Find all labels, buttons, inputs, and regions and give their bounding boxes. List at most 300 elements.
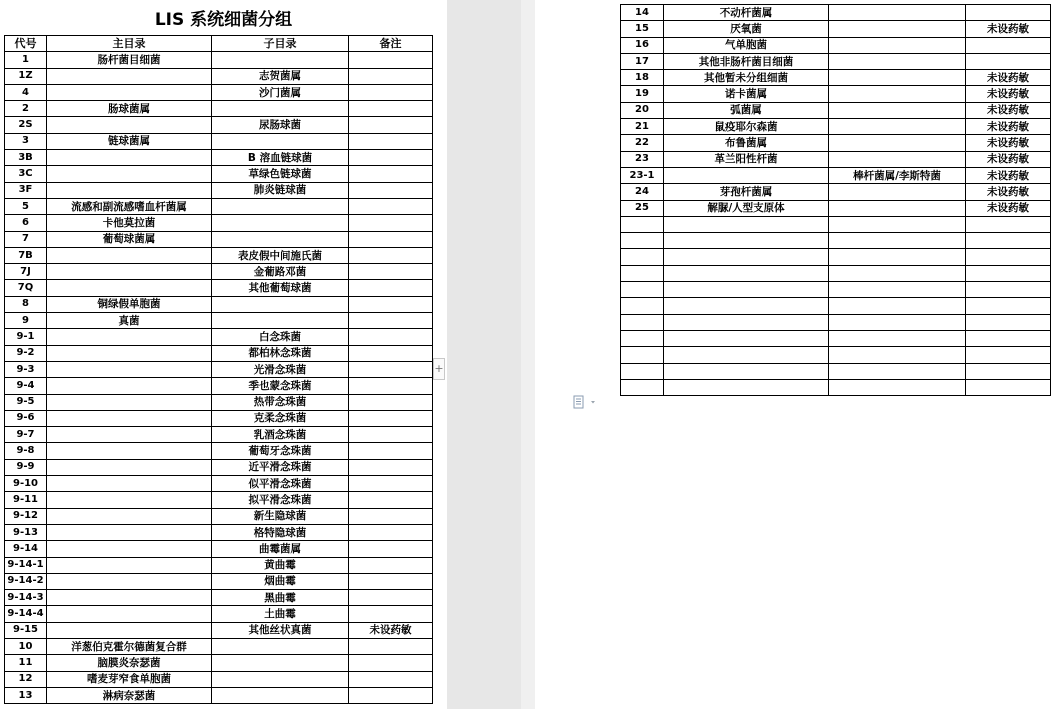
table-row	[5, 671, 433, 687]
cell-code	[621, 363, 664, 379]
cell-code: 1Z	[5, 68, 47, 84]
table-row	[621, 53, 1051, 69]
cell-main-category: 真菌	[47, 313, 212, 329]
cell-code: 13	[5, 687, 47, 703]
cell-remark	[349, 638, 433, 654]
cell-remark	[349, 378, 433, 394]
cell-main-category: 洋葱伯克霍尔德菌复合群	[47, 638, 212, 654]
cell-remark	[349, 508, 433, 524]
cell-code: 9-5	[5, 394, 47, 410]
cell-remark	[966, 298, 1051, 314]
cell-remark	[349, 280, 433, 296]
table-row	[5, 133, 433, 149]
cell-remark	[349, 68, 433, 84]
cell-sub-category	[829, 265, 966, 281]
bacteria-group-table	[4, 35, 433, 704]
cell-sub-category	[829, 379, 966, 395]
cell-main-category: 气单胞菌	[664, 37, 829, 53]
document-page-left	[0, 0, 447, 709]
cell-main-category	[47, 410, 212, 426]
cell-remark	[349, 557, 433, 573]
cell-code: 9-8	[5, 443, 47, 459]
cell-code: 9-2	[5, 345, 47, 361]
cell-main-category	[47, 150, 212, 166]
cell-code: 9-13	[5, 524, 47, 540]
table-row	[5, 101, 433, 117]
cell-code	[621, 282, 664, 298]
table-row	[5, 182, 433, 198]
cell-sub-category: 沙门菌属	[212, 84, 349, 100]
cell-sub-category	[829, 86, 966, 102]
cell-code: 9-14-4	[5, 606, 47, 622]
cell-code: 9-7	[5, 427, 47, 443]
cell-remark	[349, 166, 433, 182]
table-row	[5, 394, 433, 410]
cell-remark	[349, 150, 433, 166]
cell-sub-category	[829, 249, 966, 265]
cell-sub-category: 金葡路邓菌	[212, 264, 349, 280]
cell-main-category	[664, 363, 829, 379]
cell-sub-category	[212, 52, 349, 68]
cell-remark	[349, 492, 433, 508]
cell-sub-category	[212, 101, 349, 117]
cell-remark	[966, 330, 1051, 346]
cell-remark	[349, 655, 433, 671]
table-row	[621, 265, 1051, 281]
cell-sub-category	[829, 298, 966, 314]
cell-code: 7J	[5, 264, 47, 280]
cell-code: 14	[621, 5, 664, 21]
cell-remark	[349, 671, 433, 687]
cell-code	[621, 347, 664, 363]
cell-main-category	[47, 508, 212, 524]
cell-remark	[349, 117, 433, 133]
cell-main-category	[47, 427, 212, 443]
cell-remark	[966, 265, 1051, 281]
cell-main-category	[47, 84, 212, 100]
cell-main-category	[47, 117, 212, 133]
paste-options-icon[interactable]	[573, 395, 597, 409]
header-code: 代号	[5, 36, 47, 52]
cell-remark	[349, 84, 433, 100]
table-row	[5, 557, 433, 573]
table-row	[621, 314, 1051, 330]
table-row	[5, 622, 433, 638]
cell-remark	[349, 247, 433, 263]
cell-remark: 未设药敏	[966, 135, 1051, 151]
cell-remark	[349, 687, 433, 703]
cell-code: 23-1	[621, 167, 664, 183]
cell-main-category: 诺卡菌属	[664, 86, 829, 102]
table-row	[5, 247, 433, 263]
cell-remark	[349, 215, 433, 231]
cell-sub-category: 克柔念珠菌	[212, 410, 349, 426]
cell-main-category	[47, 182, 212, 198]
table-row	[621, 135, 1051, 151]
cell-code	[621, 249, 664, 265]
cell-sub-category	[829, 102, 966, 118]
cell-sub-category	[212, 198, 349, 214]
table-row	[5, 166, 433, 182]
table-row	[5, 410, 433, 426]
cell-sub-category	[829, 151, 966, 167]
cell-main-category	[47, 247, 212, 263]
cell-sub-category: 拟平滑念珠菌	[212, 492, 349, 508]
cell-sub-category: 棒杆菌属/李斯特菌	[829, 167, 966, 183]
cell-code	[621, 265, 664, 281]
table-row	[5, 361, 433, 377]
cell-remark	[349, 476, 433, 492]
cell-code: 9-14-2	[5, 573, 47, 589]
cell-sub-category	[829, 135, 966, 151]
cell-sub-category	[212, 671, 349, 687]
table-row	[621, 330, 1051, 346]
cell-sub-category: 黑曲霉	[212, 590, 349, 606]
table-row	[5, 573, 433, 589]
cell-code: 4	[5, 84, 47, 100]
cell-code: 9-10	[5, 476, 47, 492]
cell-sub-category	[829, 330, 966, 346]
add-row-button[interactable]	[433, 358, 445, 380]
bacteria-group-table-continued	[620, 4, 1051, 396]
cell-sub-category: 热带念珠菌	[212, 394, 349, 410]
cell-remark	[349, 313, 433, 329]
table-row	[5, 476, 433, 492]
table-row	[5, 541, 433, 557]
cell-sub-category	[829, 21, 966, 37]
cell-code	[621, 314, 664, 330]
cell-sub-category	[829, 53, 966, 69]
cell-remark	[349, 361, 433, 377]
cell-main-category: 弧菌属	[664, 102, 829, 118]
cell-main-category	[47, 524, 212, 540]
cell-remark	[349, 524, 433, 540]
cell-main-category: 淋病奈瑟菌	[47, 687, 212, 703]
cell-sub-category	[829, 347, 966, 363]
cell-code: 25	[621, 200, 664, 216]
cell-code: 9	[5, 313, 47, 329]
cell-sub-category: 其他丝状真菌	[212, 622, 349, 638]
cell-main-category	[47, 361, 212, 377]
cell-code: 9-4	[5, 378, 47, 394]
cell-main-category	[47, 394, 212, 410]
cell-sub-category: 似平滑念珠菌	[212, 476, 349, 492]
table-row	[621, 298, 1051, 314]
table-row	[5, 280, 433, 296]
table-row	[5, 638, 433, 654]
cell-sub-category: 曲霉菌属	[212, 541, 349, 557]
table-row	[5, 84, 433, 100]
cell-sub-category	[829, 282, 966, 298]
cell-code: 21	[621, 119, 664, 135]
cell-code: 12	[5, 671, 47, 687]
cell-sub-category	[829, 216, 966, 232]
table-row	[621, 167, 1051, 183]
cell-sub-category: 烟曲霉	[212, 573, 349, 589]
cell-remark	[349, 329, 433, 345]
cell-sub-category	[829, 314, 966, 330]
cell-code: 2	[5, 101, 47, 117]
cell-main-category	[664, 330, 829, 346]
cell-sub-category	[212, 133, 349, 149]
cell-code: 15	[621, 21, 664, 37]
cell-main-category	[47, 622, 212, 638]
cell-code: 8	[5, 296, 47, 312]
cell-sub-category: 近平滑念珠菌	[212, 459, 349, 475]
table-row	[5, 524, 433, 540]
cell-main-category	[664, 379, 829, 395]
cell-sub-category: 其他葡萄球菌	[212, 280, 349, 296]
cell-code: 9-6	[5, 410, 47, 426]
table-row	[5, 231, 433, 247]
cell-code: 1	[5, 52, 47, 68]
table-row	[621, 119, 1051, 135]
cell-remark	[349, 52, 433, 68]
table-row	[621, 379, 1051, 395]
page-shadow	[521, 0, 535, 709]
cell-sub-category: 志贺菌属	[212, 68, 349, 84]
cell-remark	[966, 5, 1051, 21]
cell-code: 9-14	[5, 541, 47, 557]
cell-sub-category	[829, 119, 966, 135]
cell-code: 3B	[5, 150, 47, 166]
table-row	[5, 655, 433, 671]
cell-sub-category: 季也蒙念珠菌	[212, 378, 349, 394]
cell-main-category: 卡他莫拉菌	[47, 215, 212, 231]
cell-main-category	[664, 314, 829, 330]
cell-code: 24	[621, 184, 664, 200]
cell-remark: 未设药敏	[966, 167, 1051, 183]
cell-code: 9-9	[5, 459, 47, 475]
cell-code	[621, 298, 664, 314]
cell-remark	[349, 459, 433, 475]
cell-main-category: 不动杆菌属	[664, 5, 829, 21]
cell-sub-category	[212, 231, 349, 247]
table-row	[5, 313, 433, 329]
cell-remark: 未设药敏	[966, 151, 1051, 167]
cell-code: 9-12	[5, 508, 47, 524]
cell-remark: 未设药敏	[966, 70, 1051, 86]
cell-main-category: 葡萄球菌属	[47, 231, 212, 247]
cell-remark	[966, 347, 1051, 363]
table-row	[621, 151, 1051, 167]
cell-main-category	[664, 233, 829, 249]
table-row	[5, 590, 433, 606]
cell-main-category: 肠杆菌目细菌	[47, 52, 212, 68]
table-row	[5, 427, 433, 443]
cell-remark	[966, 37, 1051, 53]
cell-code	[621, 379, 664, 395]
cell-code	[621, 216, 664, 232]
cell-main-category	[47, 345, 212, 361]
table-header-row	[5, 36, 433, 52]
cell-main-category: 脑膜炎奈瑟菌	[47, 655, 212, 671]
cell-main-category	[47, 264, 212, 280]
cell-code: 11	[5, 655, 47, 671]
cell-sub-category	[212, 655, 349, 671]
cell-code: 3F	[5, 182, 47, 198]
cell-main-category	[47, 459, 212, 475]
cell-remark	[966, 233, 1051, 249]
cell-code: 2S	[5, 117, 47, 133]
table-row	[5, 508, 433, 524]
table-row	[621, 216, 1051, 232]
cell-sub-category: 表皮假中间施氏菌	[212, 247, 349, 263]
cell-remark	[349, 264, 433, 280]
cell-main-category: 链球菌属	[47, 133, 212, 149]
cell-sub-category: 乳酒念珠菌	[212, 427, 349, 443]
table-row	[621, 282, 1051, 298]
cell-main-category: 鼠疫耶尔森菌	[664, 119, 829, 135]
cell-sub-category	[212, 687, 349, 703]
cell-code: 23	[621, 151, 664, 167]
table-row	[5, 345, 433, 361]
cell-code: 9-14-1	[5, 557, 47, 573]
table-row	[621, 347, 1051, 363]
cell-remark	[349, 296, 433, 312]
cell-sub-category	[212, 296, 349, 312]
cell-sub-category: 尿肠球菌	[212, 117, 349, 133]
table-row	[621, 200, 1051, 216]
cell-main-category: 革兰阳性杆菌	[664, 151, 829, 167]
cell-main-category: 厌氧菌	[664, 21, 829, 37]
cell-sub-category: 都柏林念珠菌	[212, 345, 349, 361]
cell-remark	[349, 606, 433, 622]
cell-sub-category: 黄曲霉	[212, 557, 349, 573]
cell-main-category	[664, 298, 829, 314]
cell-main-category	[664, 347, 829, 363]
cell-remark	[349, 394, 433, 410]
cell-main-category	[664, 216, 829, 232]
cell-remark: 未设药敏	[349, 622, 433, 638]
cell-code: 3C	[5, 166, 47, 182]
cell-code: 10	[5, 638, 47, 654]
table-row	[621, 70, 1051, 86]
cell-remark: 未设药敏	[966, 86, 1051, 102]
table-row	[621, 102, 1051, 118]
cell-remark	[966, 379, 1051, 395]
cell-main-category: 嗜麦芽窄食单胞菌	[47, 671, 212, 687]
cell-remark	[966, 216, 1051, 232]
cell-code: 7	[5, 231, 47, 247]
cell-main-category	[47, 573, 212, 589]
cell-sub-category	[212, 313, 349, 329]
cell-remark: 未设药敏	[966, 184, 1051, 200]
cell-main-category	[47, 541, 212, 557]
cell-main-category	[47, 378, 212, 394]
table-row	[5, 52, 433, 68]
table-row	[5, 150, 433, 166]
cell-sub-category: 肺炎链球菌	[212, 182, 349, 198]
cell-remark	[966, 363, 1051, 379]
cell-code	[621, 233, 664, 249]
cell-sub-category: 光滑念珠菌	[212, 361, 349, 377]
cell-remark	[349, 573, 433, 589]
cell-sub-category	[829, 5, 966, 21]
table-row	[621, 37, 1051, 53]
cell-remark	[349, 231, 433, 247]
cell-remark: 未设药敏	[966, 200, 1051, 216]
table-row	[5, 492, 433, 508]
cell-main-category: 芽孢杆菌属	[664, 184, 829, 200]
cell-main-category	[47, 492, 212, 508]
header-remark: 备注	[349, 36, 433, 52]
cell-main-category	[47, 329, 212, 345]
cell-main-category	[47, 590, 212, 606]
cell-sub-category: 草绿色链球菌	[212, 166, 349, 182]
cell-main-category	[664, 249, 829, 265]
table-row	[5, 215, 433, 231]
cell-main-category: 肠球菌属	[47, 101, 212, 117]
cell-main-category: 铜绿假单胞菌	[47, 296, 212, 312]
cell-code: 16	[621, 37, 664, 53]
cell-main-category	[47, 280, 212, 296]
cell-remark	[966, 282, 1051, 298]
cell-code: 9-3	[5, 361, 47, 377]
cell-remark: 未设药敏	[966, 102, 1051, 118]
cell-sub-category	[829, 233, 966, 249]
cell-sub-category	[212, 215, 349, 231]
cell-remark	[349, 345, 433, 361]
cell-main-category	[47, 166, 212, 182]
cell-remark	[349, 427, 433, 443]
cell-remark	[349, 410, 433, 426]
cell-sub-category: 新生隐球菌	[212, 508, 349, 524]
cell-sub-category: 土曲霉	[212, 606, 349, 622]
cell-remark	[349, 101, 433, 117]
table-row	[5, 117, 433, 133]
cell-sub-category	[212, 638, 349, 654]
cell-remark	[349, 182, 433, 198]
cell-code: 6	[5, 215, 47, 231]
cell-code: 19	[621, 86, 664, 102]
cell-main-category: 流感和副流感嗜血杆菌属	[47, 198, 212, 214]
cell-sub-category: 格特隐球菌	[212, 524, 349, 540]
cell-remark	[966, 249, 1051, 265]
cell-main-category	[47, 606, 212, 622]
cell-remark: 未设药敏	[966, 21, 1051, 37]
table-row	[5, 687, 433, 703]
cell-code	[621, 330, 664, 346]
table-row	[5, 68, 433, 84]
cell-sub-category	[829, 70, 966, 86]
table-row	[621, 5, 1051, 21]
table-row	[621, 363, 1051, 379]
cell-code: 22	[621, 135, 664, 151]
cell-remark	[966, 314, 1051, 330]
cell-sub-category	[829, 37, 966, 53]
table-row	[621, 233, 1051, 249]
table-row	[621, 249, 1051, 265]
cell-code: 18	[621, 70, 664, 86]
table-row	[5, 606, 433, 622]
cell-main-category	[47, 476, 212, 492]
cell-remark	[349, 541, 433, 557]
cell-remark	[349, 590, 433, 606]
cell-code: 20	[621, 102, 664, 118]
cell-main-category: 布鲁菌属	[664, 135, 829, 151]
cell-sub-category: 葡萄牙念珠菌	[212, 443, 349, 459]
cell-main-category	[47, 443, 212, 459]
table-row	[5, 264, 433, 280]
cell-main-category	[664, 265, 829, 281]
cell-code: 17	[621, 53, 664, 69]
cell-remark	[349, 443, 433, 459]
cell-main-category: 其他暂未分组细菌	[664, 70, 829, 86]
cell-code: 9-14-3	[5, 590, 47, 606]
table-row	[5, 296, 433, 312]
cell-main-category	[664, 167, 829, 183]
